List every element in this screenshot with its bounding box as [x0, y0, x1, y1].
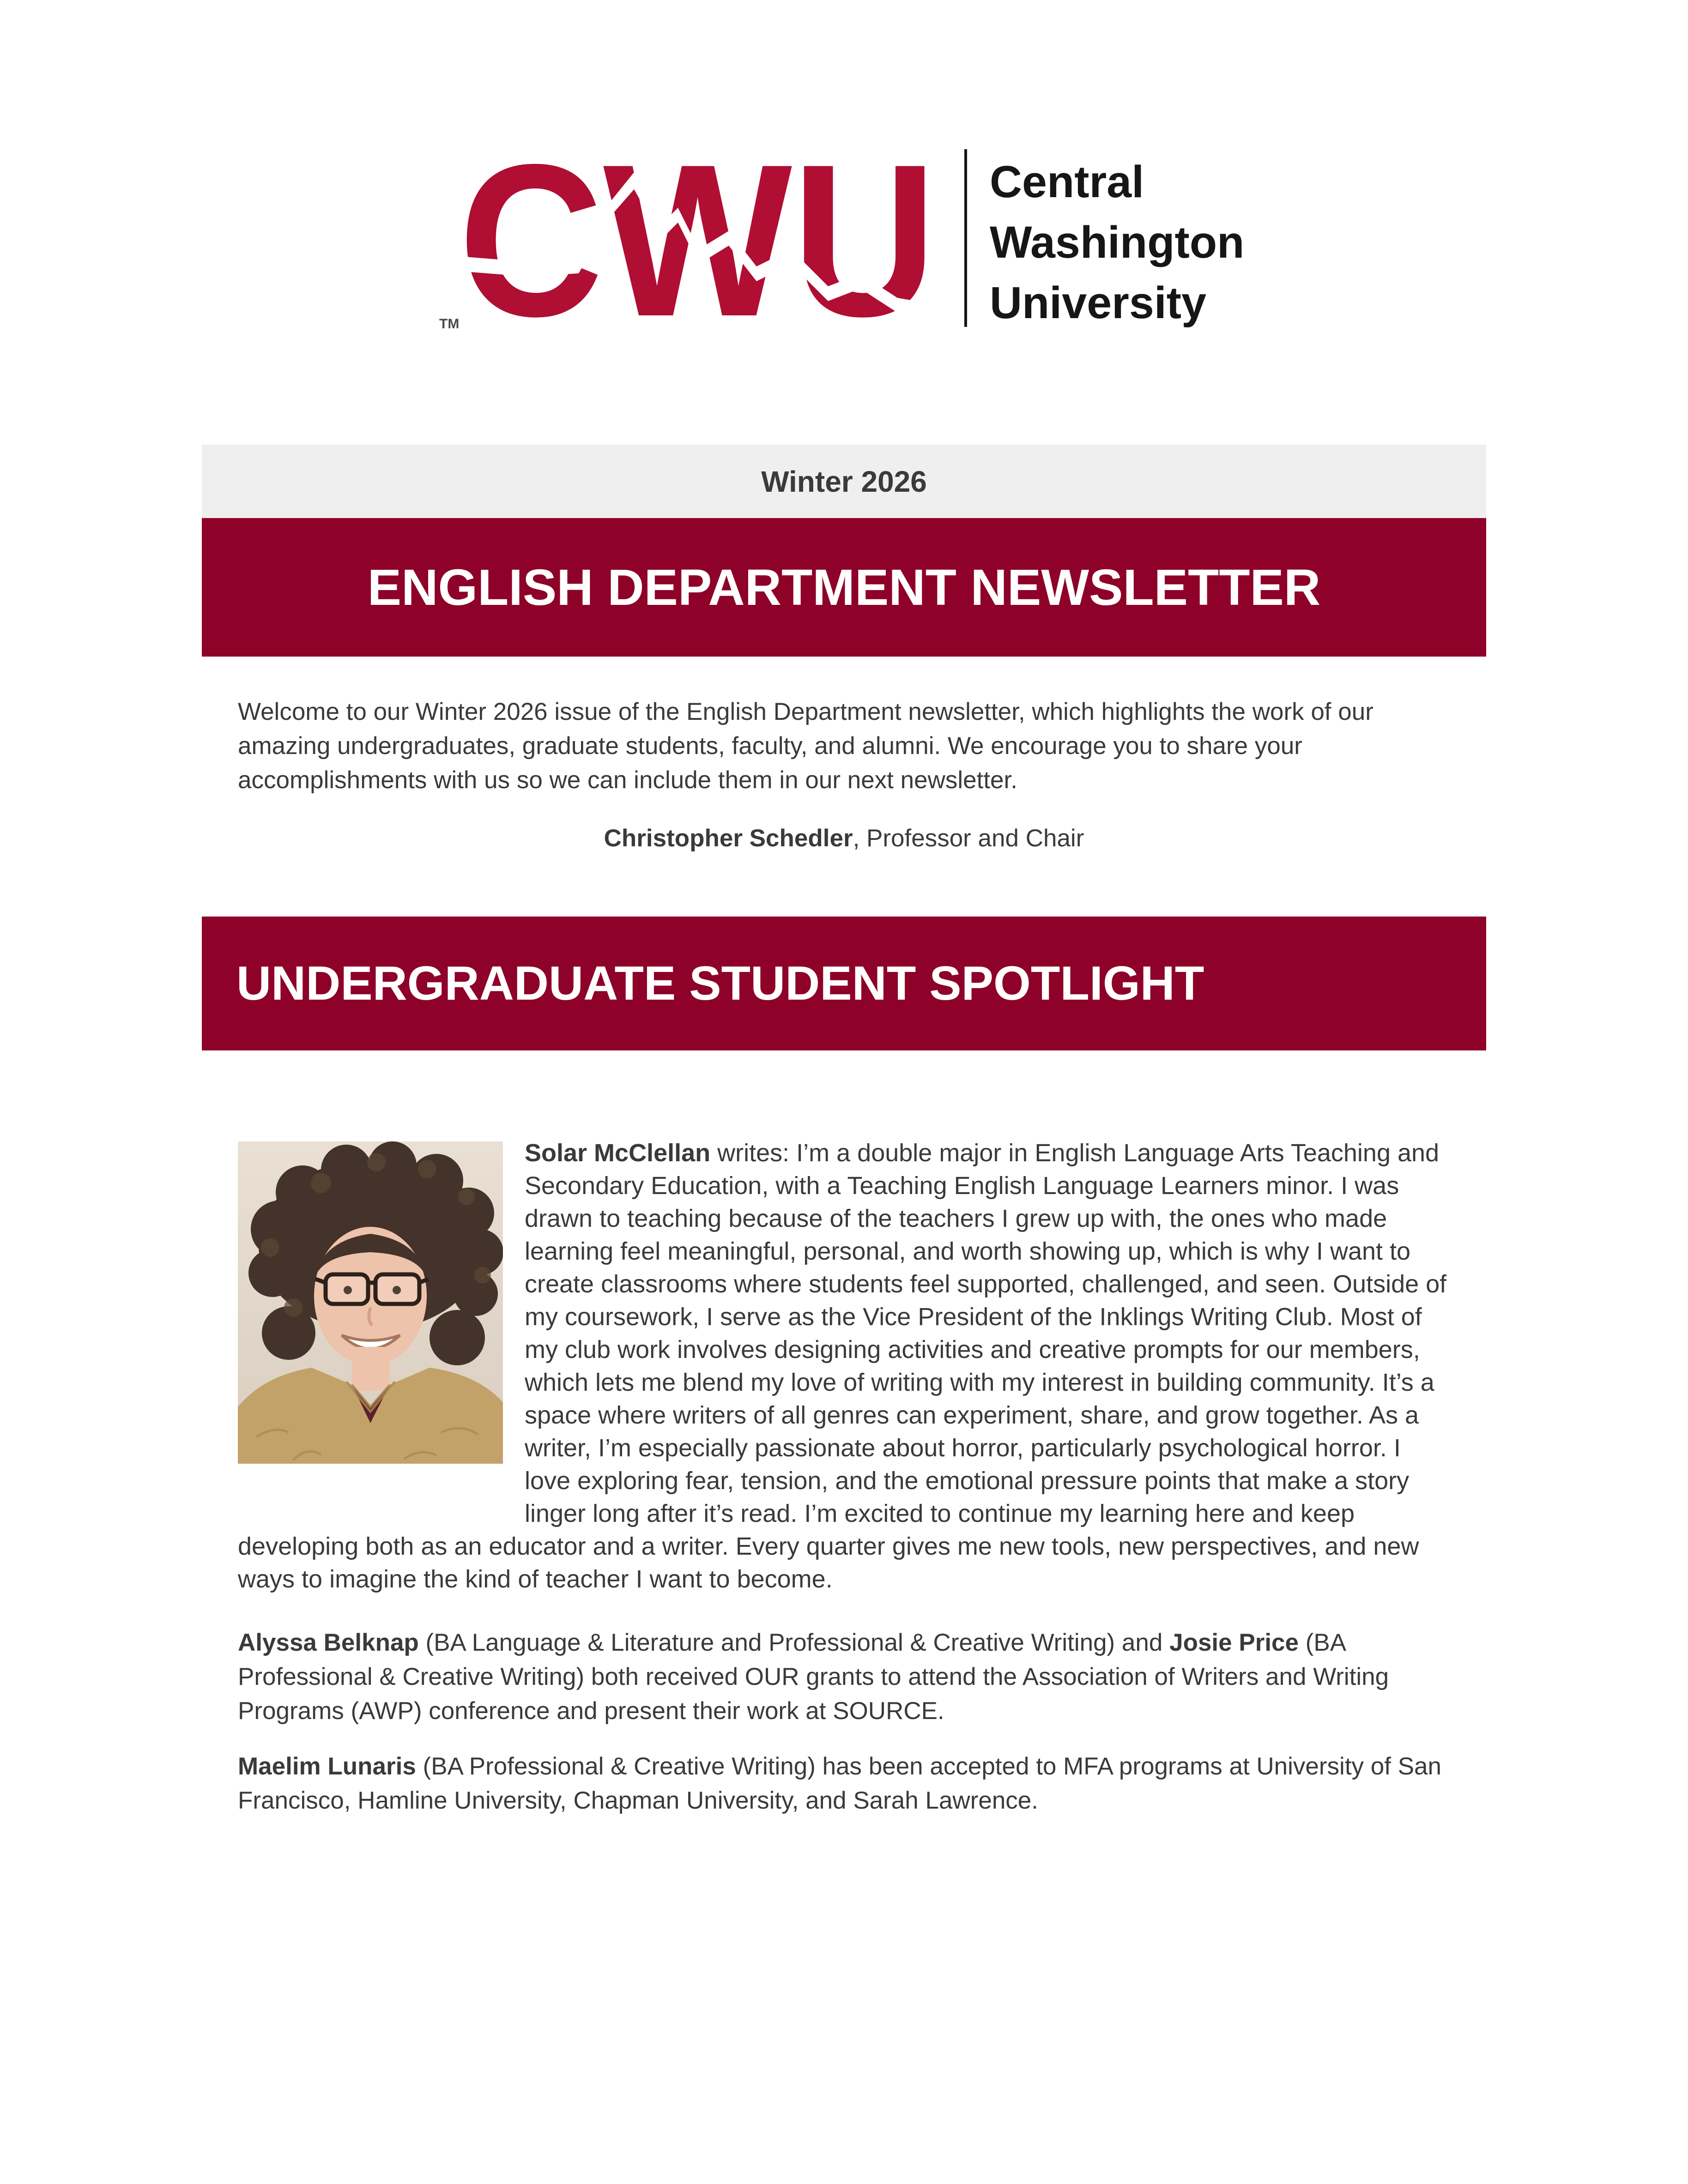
trademark-symbol: TM — [439, 316, 459, 330]
cwu-logo-letters: CWU — [458, 145, 937, 330]
logo-divider — [964, 149, 967, 327]
section-banner-undergraduate-spotlight — [202, 917, 1486, 1050]
student-name-maelim: Maelim Lunaris — [238, 1753, 416, 1780]
issue-banner — [202, 445, 1486, 518]
news-item-awp-grants — [238, 1626, 1450, 1728]
signature-name: Christopher Schedler — [604, 825, 853, 852]
student-name-alyssa: Alyssa Belknap — [238, 1629, 419, 1656]
spotlight-section — [202, 1137, 1486, 1818]
news-text: (BA Professional & Creative Writing) both received OUR grants to attend the Association of Writers and Writing Programs (AWP) conference and present their work at SOURCE. — [238, 1629, 1389, 1725]
news-item-mfa-acceptance — [238, 1750, 1450, 1818]
left-eye — [344, 1286, 352, 1294]
student-name: Solar McClellan — [525, 1139, 711, 1167]
signature-title: , Professor and Chair — [853, 825, 1084, 852]
news-text: (BA Professional & Creative Writing) has been accepted to MFA programs at University of San Francisco, Hamline University, Chapman University, and Sarah Lawrence. — [238, 1753, 1441, 1814]
spotlight-paragraph — [238, 1137, 1450, 1596]
welcome-paragraph: Welcome to our Winter 2026 issue of the English Department newsletter, which highlights the work of our amazing undergraduates, graduate students, faculty, and alumni. We encourage you to share your accomplishments with us so we can include them in our next newsletter. — [238, 698, 1373, 794]
wordmark-line-university: University — [989, 278, 1206, 328]
right-eye — [393, 1286, 401, 1294]
student-name-josie: Josie Price — [1169, 1629, 1299, 1656]
cwu-logo-graphic — [419, 145, 1269, 330]
neck — [352, 1347, 390, 1391]
cwu-logo — [419, 145, 1269, 330]
section-title: UNDERGRADUATE STUDENT SPOTLIGHT — [236, 956, 1204, 1010]
intro-section — [202, 695, 1486, 856]
student-photo — [238, 1141, 503, 1464]
signature-line — [238, 821, 1450, 856]
news-text: (BA Language & Literature and Professional & Creative Writing) and — [418, 1629, 1170, 1656]
newsletter-title: ENGLISH DEPARTMENT NEWSLETTER — [367, 559, 1321, 616]
student-story: writes: I’m a double major in English Language Arts Teaching and Secondary Education, with a Teaching English Language Learners minor. I was drawn to teaching because of the teachers I grew up with, the ones who made learning feel meaningful, personal, and worth showing up, which is why I want to create classrooms where students feel supported, challenged, and seen. Outside of my coursework, I serve as the Vice President of the Inklings Writing Club. Most of my club work involves designing activities and creative prompts for our members, which lets me blend my love of writing with my interest in building community. It’s a space where writers of all genres can experiment, share, and grow together. As a writer, I’m especially passionate about horror, particularly psychological horror. I love exploring fear, tension, and the emotional pressure points that make a story linger long after it’s read. I’m excited to continue my learning here and keep developing both as an educator and a writer. Every quarter gives me new tools, new perspectives, and new ways to imagine the kind of teacher I want to become. — [238, 1139, 1447, 1593]
wordmark-line-washington: Washington — [989, 217, 1244, 267]
wordmark-line-central: Central — [989, 157, 1144, 207]
newsletter-title-banner — [202, 518, 1486, 657]
issue-label: Winter 2026 — [761, 465, 927, 498]
